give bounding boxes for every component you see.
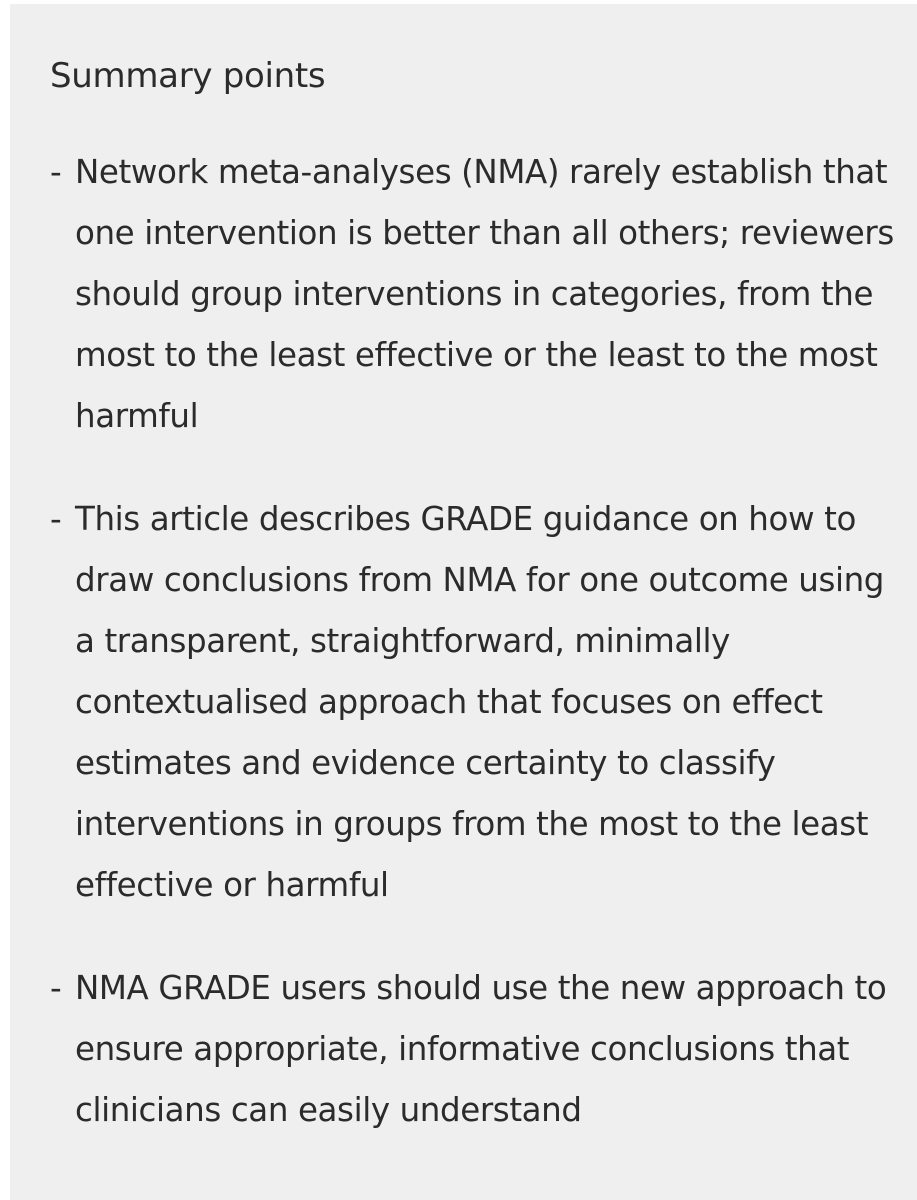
bullet-dash: - xyxy=(50,969,62,1007)
summary-point-text: NMA GRADE users should use the new approach to ensure appropriate, informative conclusions that clinicians can easily understand xyxy=(75,969,887,1129)
summary-point-3 xyxy=(50,958,897,1141)
summary-point-text: Network meta-analyses (NMA) rarely establish that one intervention is better than all others; reviewers should group interventions in categories, from the most to the least effective or the least to the most harmful xyxy=(75,153,894,435)
summary-point-1 xyxy=(50,142,897,447)
summary-title: Summary points xyxy=(50,56,326,96)
bullet-dash: - xyxy=(50,500,62,538)
summary-points-list xyxy=(50,142,897,1141)
summary-point-2 xyxy=(50,489,897,916)
summary-point-text: This article describes GRADE guidance on how to draw conclusions from NMA for one outcome using a transparent, straightforward, minimally contextualised approach that focuses on effect estimates and evidence certainty to classify interventions in groups from the most to the least effective or harmful xyxy=(75,500,885,904)
summary-panel xyxy=(10,4,917,1200)
bullet-dash: - xyxy=(50,153,62,191)
